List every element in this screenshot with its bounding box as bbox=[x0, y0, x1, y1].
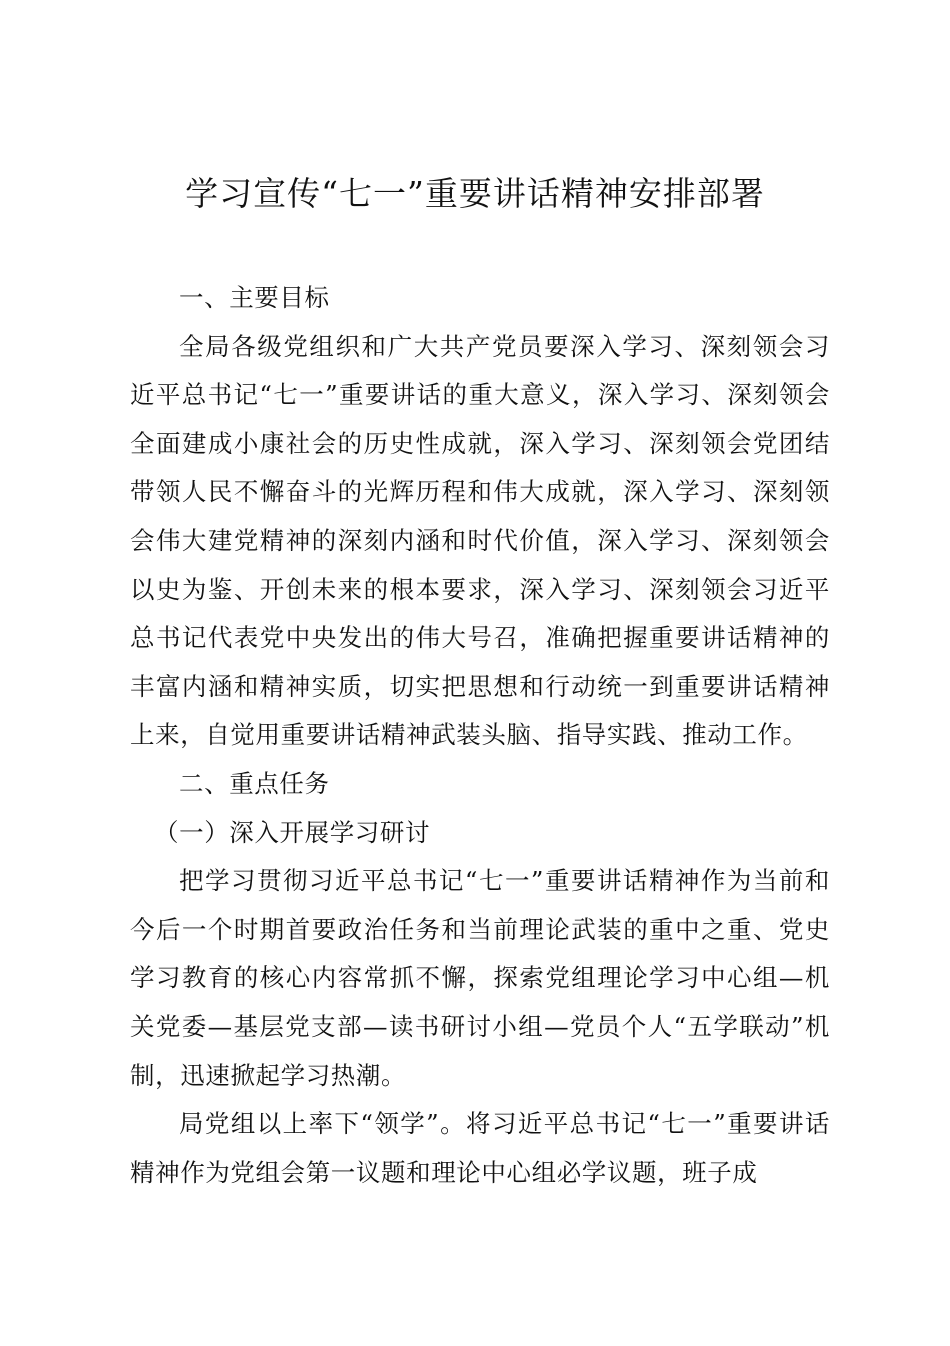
section-heading: 一、主要目标 bbox=[179, 283, 330, 312]
body-paragraph: 全局各级党组织和广大共产党员要深入学习、深刻领会习近平总书记“七一”重要讲话的重大意义，深入学习、深刻领会全面建成小康社会的历史性成就，深入学习、深刻领会党团结带领人民不懈奋斗的光辉历程和伟大成就，深入学习、深刻领会伟大建党精神的深刻内涵和时代价值，深入学习、深刻领会以史为鉴、开创未来的根本要求，深入学习、深刻领会习近平总书记代表党中央发出的伟大号召，准确把握重要讲话精神的丰富内涵和精神实质，切实把思想和行动统一到重要讲话精神上来，自觉用重要讲话精神武装头脑、指导实践、推动工作。 bbox=[130, 331, 830, 750]
body-paragraph: 局党组以上率下“领学”。将习近平总书记“七一”重要讲话精神作为党组会第一议题和理论中心组必学议题，班子成 bbox=[130, 1109, 830, 1187]
body-paragraph: 把学习贯彻习近平总书记“七一”重要讲话精神作为当前和今后一个时期首要政治任务和当前理论武装的重中之重、党史学习教育的核心内容常抓不懈，探索党组理论学习中心组—机关党委—基层党支部—读书研讨小组—党员个人“五学联动”机制，迅速掀起学习热潮。 bbox=[130, 866, 830, 1090]
document-title: 学习宣传“七一”重要讲话精神安排部署 bbox=[185, 174, 765, 213]
section-heading: 二、重点任务 bbox=[179, 768, 330, 798]
document-body bbox=[130, 274, 830, 1197]
subsection-heading: （一）深入开展学习研讨 bbox=[154, 817, 431, 847]
